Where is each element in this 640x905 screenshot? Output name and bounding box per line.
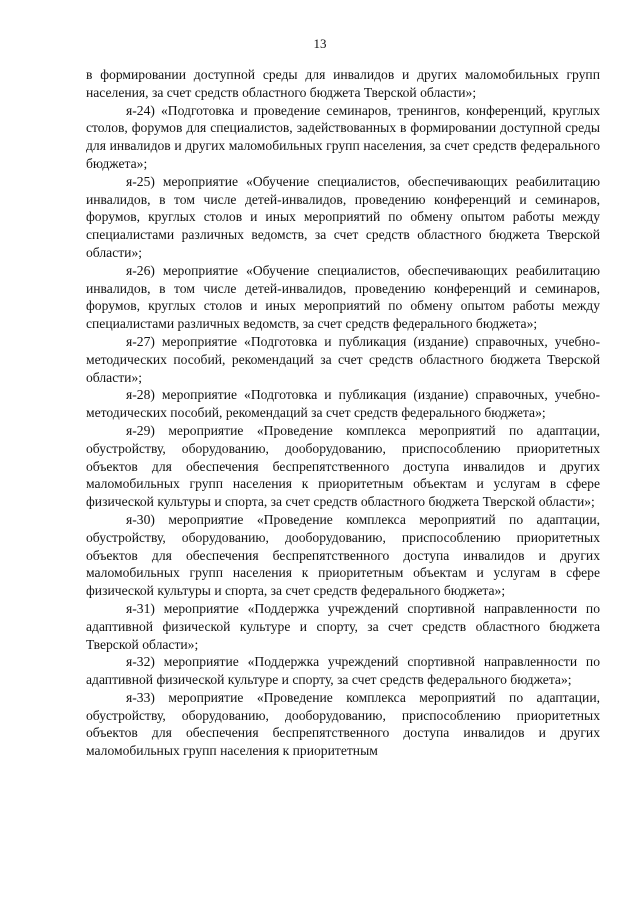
paragraph-continuation: в формировании доступной среды для инвалидов и других маломобильных групп населения, за счет средств областного бюджета Тверской области»; (86, 67, 600, 100)
paragraph-item-ya-24: я-24) «Подготовка и проведение семинаров, тренингов, конференций, круглых столов, форумов для специалистов, задействованных в формировании доступной среды для инвалидов и других маломобильных групп населения, за счет средств федерального бюджета»; (86, 102, 600, 171)
document-body (86, 66, 600, 760)
paragraph-item-ya-32: я-32) мероприятие «Поддержка учреждений спортивной направленности по адаптивной физической культуре и спорту, за счет средств федерального бюджета»; (86, 654, 600, 688)
paragraph-item-ya-25: я-25) мероприятие «Обучение специалистов, обеспечивающих реабилитацию инвалидов, в том числе детей-инвалидов, проведению конференций и семинаров, форумов, круглых столов и иных мероприятий по обмену опытом работы между специалистами различных ведомств, за счет средств областного бюджета Тверской области»; (86, 173, 600, 260)
paragraph-item-ya-31: я-31) мероприятие «Поддержка учреждений спортивной направленности по адаптивной физической культуре и спорту, за счет средств областного бюджета Тверской области»; (86, 600, 600, 652)
paragraph-item-ya-30: я-30) мероприятие «Проведение комплекса мероприятий по адаптации, обустройству, оборудованию, дооборудованию, приспособлению приоритетных объектов для обеспечения беспрепятственного доступа инвалидов и других маломобильных групп населения к приоритетным объектам и услугам в сфере физической культуры и спорта, за счет средств федерального бюджета»; (86, 511, 600, 599)
page-number: 13 (313, 36, 327, 51)
paragraph-item-ya-33: я-33) мероприятие «Проведение комплекса мероприятий по адаптации, обустройству, оборудованию, дооборудованию, приспособлению приоритетных объектов для обеспечения беспрепятственного доступа инвалидов и других маломобильных групп населения к приоритетным (86, 689, 600, 759)
paragraph-item-ya-27: я-27) мероприятие «Подготовка и публикация (издание) справочных, учебно-методических пособий, рекомендаций за счет средств областного бюджета Тверской области»; (86, 333, 600, 385)
paragraph-item-ya-28: я-28) мероприятие «Подготовка и публикация (издание) справочных, учебно-методических пособий, рекомендаций за счет средств федерального бюджета»; (86, 387, 600, 421)
paragraph-item-ya-26: я-26) мероприятие «Обучение специалистов, обеспечивающих реабилитацию инвалидов, в том числе детей-инвалидов, проведению конференций и семинаров, форумов, круглых столов и иных мероприятий по обмену опытом работы между специалистами различных ведомств, за счет средств федерального бюджета»; (86, 262, 600, 332)
paragraph-item-ya-29: я-29) мероприятие «Проведение комплекса мероприятий по адаптации, обустройству, оборудованию, дооборудованию, приспособлению приоритетных объектов для обеспечения беспрепятственного доступа инвалидов и других маломобильных групп населения к приоритетным объектам и услугам в сфере физической культуры и спорта, за счет средств областного бюджета Тверской области»; (86, 422, 600, 510)
